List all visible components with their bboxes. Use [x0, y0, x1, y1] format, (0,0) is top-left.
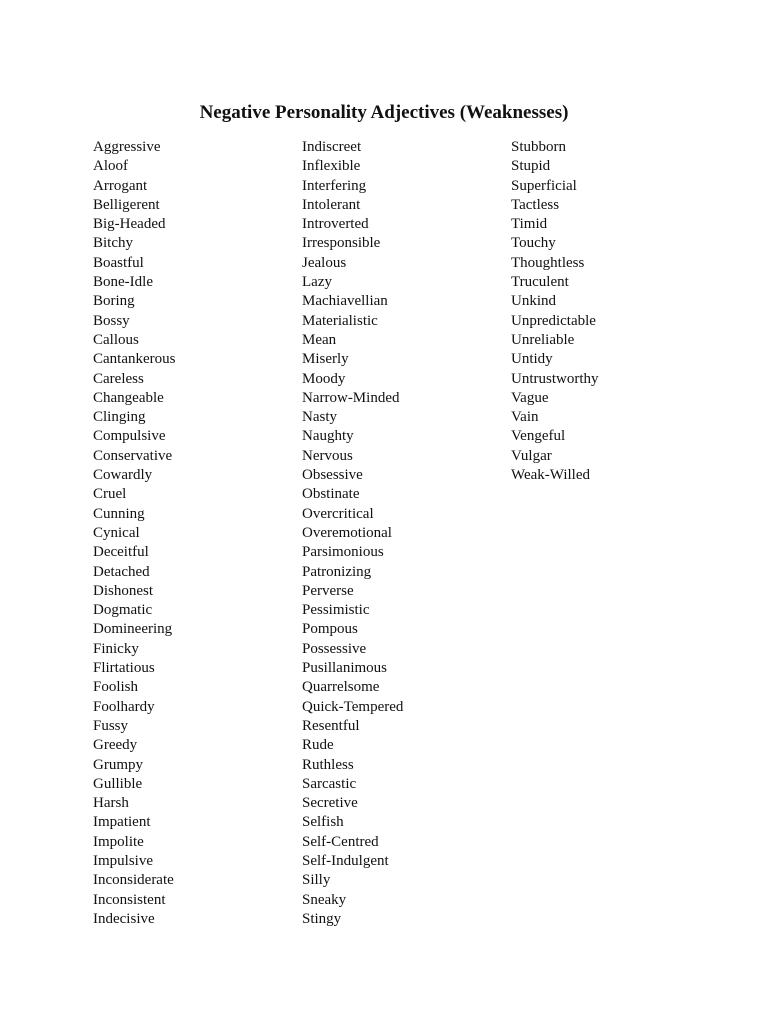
adjective-item: Moody — [302, 370, 346, 387]
adjective-item: Harsh — [93, 795, 129, 812]
adjective-item: Self-Indulgent — [302, 852, 389, 869]
adjective-item: Untrustworthy — [511, 370, 599, 387]
adjective-item: Naughty — [302, 428, 354, 445]
adjective-item: Vain — [511, 409, 539, 426]
adjective-item: Inflexible — [302, 158, 361, 175]
adjective-item: Stubborn — [511, 139, 567, 155]
adjective-item: Greedy — [93, 737, 138, 754]
adjective-item: Obsessive — [302, 467, 363, 484]
adjective-item: Careless — [93, 370, 144, 387]
adjective-item: Overemotional — [302, 524, 392, 541]
adjective-item: Impatient — [93, 814, 151, 831]
adjective-item: Impulsive — [93, 852, 153, 869]
adjective-item: Indiscreet — [302, 139, 362, 155]
adjective-item: Dishonest — [93, 582, 153, 599]
adjective-item: Touchy — [511, 235, 556, 252]
adjective-item: Dogmatic — [93, 602, 153, 619]
adjective-item: Vague — [511, 389, 549, 406]
adjective-item: Belligerent — [93, 196, 160, 213]
adjective-item: Domineering — [93, 621, 173, 638]
adjective-item: Nervous — [302, 447, 353, 464]
page-title: Negative Personality Adjectives (Weaknesses) — [199, 101, 569, 123]
adjective-item: Lazy — [302, 274, 332, 291]
adjective-item: Interfering — [302, 177, 367, 194]
adjective-item: Indecisive — [93, 910, 155, 927]
adjective-item: Timid — [511, 216, 548, 233]
adjective-item: Flirtatious — [93, 660, 155, 677]
adjective-column-3 — [511, 138, 599, 485]
adjective-item: Bone-Idle — [93, 274, 153, 291]
adjective-item: Secretive — [302, 795, 358, 812]
adjective-item: Cynical — [93, 524, 140, 541]
adjective-item: Cunning — [93, 505, 145, 522]
adjective-item: Vengeful — [511, 428, 566, 445]
adjective-item: Truculent — [511, 274, 569, 291]
adjective-item: Ruthless — [302, 756, 354, 773]
adjective-item: Unreliable — [511, 331, 575, 348]
adjective-item: Untidy — [511, 351, 553, 368]
adjective-item: Big-Headed — [93, 216, 166, 233]
adjective-column-1 — [93, 138, 175, 929]
adjective-column-2 — [302, 138, 403, 929]
adjective-item: Pusillanimous — [302, 660, 388, 677]
adjective-item: Rude — [302, 737, 334, 754]
adjective-item: Perverse — [302, 582, 354, 599]
adjective-item: Inconsistent — [93, 891, 166, 908]
adjective-item: Compulsive — [93, 428, 166, 445]
adjective-item: Changeable — [93, 389, 164, 406]
adjective-item: Selfish — [302, 814, 344, 831]
adjective-item: Aloof — [93, 158, 128, 175]
adjective-item: Inconsiderate — [93, 872, 174, 889]
adjective-item: Boring — [93, 293, 135, 310]
adjective-item: Pessimistic — [302, 602, 370, 619]
adjective-item: Stupid — [511, 158, 551, 175]
adjective-item: Detached — [93, 563, 150, 580]
adjective-item: Miserly — [302, 351, 349, 368]
adjective-item: Quick-Tempered — [302, 698, 404, 715]
adjective-item: Sarcastic — [302, 775, 357, 792]
adjective-item: Introverted — [302, 216, 369, 233]
adjective-item: Unkind — [511, 293, 556, 310]
adjective-item: Callous — [93, 331, 139, 348]
adjective-item: Narrow-Minded — [302, 389, 400, 406]
adjective-item: Bossy — [93, 312, 130, 329]
adjective-item: Finicky — [93, 640, 139, 657]
adjective-item: Stingy — [302, 910, 342, 927]
adjective-item: Fussy — [93, 717, 129, 734]
adjective-item: Obstinate — [302, 486, 360, 503]
adjective-item: Overcritical — [302, 505, 374, 522]
adjective-item: Possessive — [302, 640, 367, 657]
adjective-item: Arrogant — [93, 177, 148, 194]
adjective-item: Weak-Willed — [511, 467, 590, 484]
adjective-item: Irresponsible — [302, 235, 381, 252]
adjective-item: Pompous — [302, 621, 358, 638]
adjective-item: Aggressive — [93, 139, 161, 155]
adjective-item: Unpredictable — [511, 312, 596, 329]
adjective-item: Clinging — [93, 409, 146, 426]
adjective-item: Boastful — [93, 254, 144, 271]
adjective-item: Jealous — [302, 254, 347, 271]
adjective-item: Silly — [302, 872, 331, 889]
adjective-item: Mean — [302, 331, 337, 348]
adjective-item: Vulgar — [511, 447, 552, 464]
adjective-item: Nasty — [302, 409, 337, 426]
adjective-item: Thoughtless — [511, 254, 585, 271]
adjective-item: Cruel — [93, 486, 127, 503]
adjective-item: Foolish — [93, 679, 139, 696]
adjective-item: Resentful — [302, 717, 360, 734]
adjective-item: Grumpy — [93, 756, 143, 773]
adjective-item: Gullible — [93, 775, 143, 792]
adjective-item: Deceitful — [93, 544, 149, 561]
adjective-item: Machiavellian — [302, 293, 388, 310]
adjective-item: Impolite — [93, 833, 144, 850]
adjective-item: Self-Centred — [302, 833, 379, 850]
adjective-item: Cantankerous — [93, 351, 176, 368]
adjective-item: Cowardly — [93, 467, 153, 484]
adjective-item: Quarrelsome — [302, 679, 380, 696]
adjective-item: Sneaky — [302, 891, 347, 908]
adjective-item: Patronizing — [302, 563, 372, 580]
adjective-item: Parsimonious — [302, 544, 384, 561]
adjective-item: Conservative — [93, 447, 173, 464]
adjective-item: Foolhardy — [93, 698, 155, 715]
adjective-item: Tactless — [511, 196, 560, 213]
adjective-item: Bitchy — [93, 235, 133, 252]
adjective-item: Intolerant — [302, 196, 361, 213]
adjective-item: Materialistic — [302, 312, 378, 329]
adjective-item: Superficial — [511, 177, 577, 194]
